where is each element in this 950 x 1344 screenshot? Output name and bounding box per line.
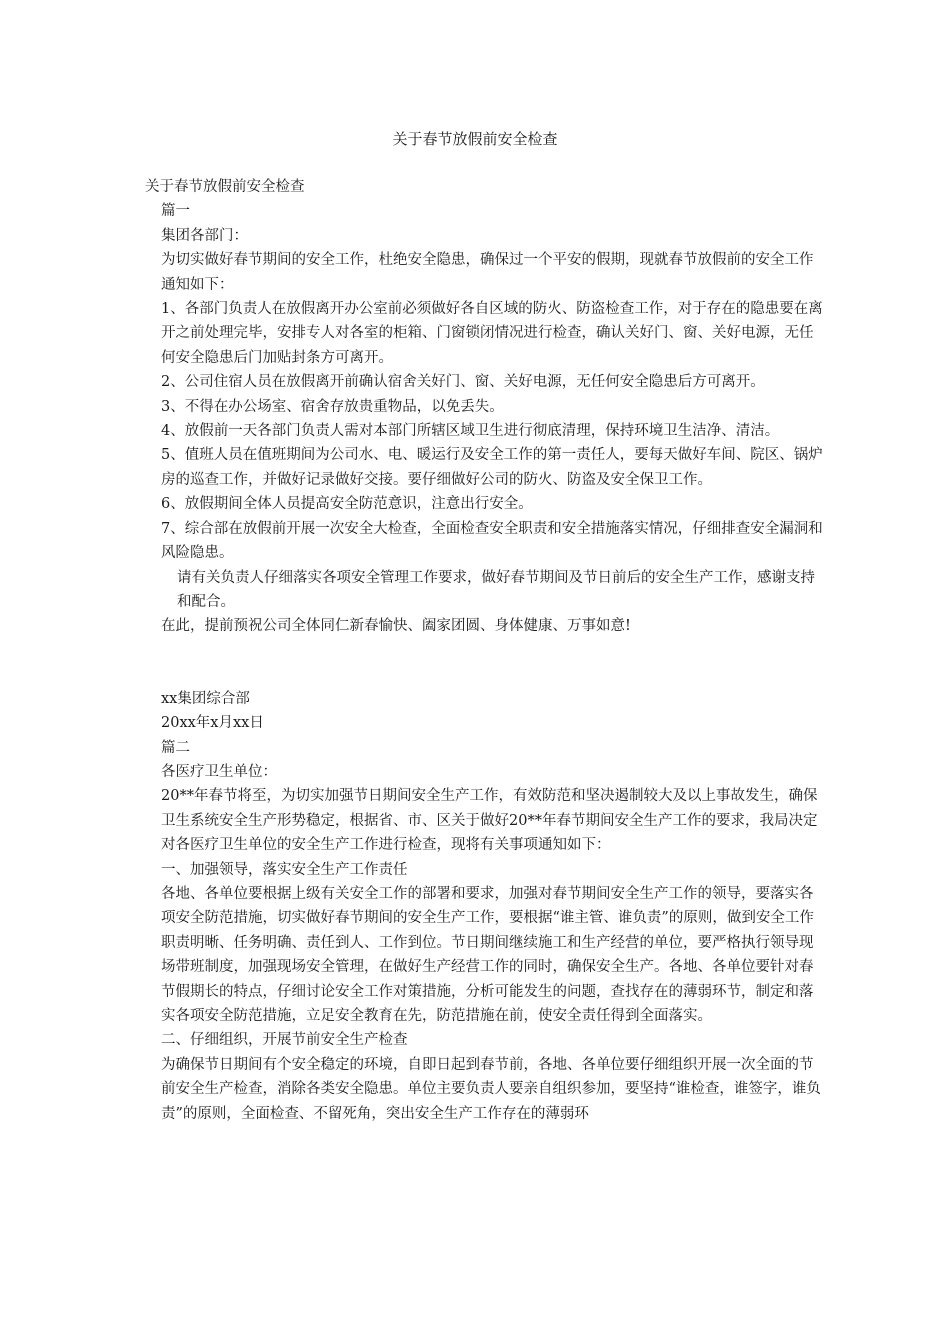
subheading: 一、加强领导，落实安全生产工作责任 xyxy=(161,861,408,878)
salutation: 集团各部门： xyxy=(161,227,248,244)
paragraph: 为切实做好春节期间的安全工作，杜绝安全隐患，确保过一个平安的假期，现就春节放假前的安全工作通知如下： xyxy=(161,252,814,293)
signature-org: xx集团综合部 xyxy=(161,690,250,707)
subheading: 二、仔细组织，开展节前安全生产检查 xyxy=(161,1032,408,1049)
paragraph: 为确保节日期间有个安全稳定的环境，自即日起到春节前，各地、各单位要仔细组织开展一次全面的节前安全生产检查，消除各类安全隐患。单位主要负责人要亲自组织参加，要坚持“谁检查，谁签字，谁负责”的原则，全面检查、不留死角，突出安全生产工作存在的薄弱环 xyxy=(161,1056,821,1122)
list-item: 4、放假前一天各部门负责人需对本部门所辖区域卫生进行彻底清理，保持环境卫生洁净、清洁。 xyxy=(161,423,780,440)
list-item: 5、值班人员在值班期间为公司水、电、暖运行及安全工作的第一责任人，要每天做好车间、院区、锅炉房的巡查工作，并做好记录做好交接。要仔细做好公司的防火、防盗及安全保卫工作。 xyxy=(161,447,823,488)
paragraph: 请有关负责人仔细落实各项安全管理工作要求，做好春节期间及节日前后的安全生产工作，感谢支持和配合。 xyxy=(177,569,815,610)
list-item: 6、放假期间全体人员提高安全防范意识，注意出行安全。 xyxy=(161,496,533,513)
spacer xyxy=(145,639,825,687)
list-item: 7、综合部在放假前开展一次安全大检查，全面检查安全职责和安全措施落实情况，仔细排查安全漏洞和风险隐患。 xyxy=(161,520,823,562)
closing-wishes: 在此，提前预祝公司全体同仁新春愉快、阖家团圆、身体健康、万事如意! xyxy=(161,618,631,635)
list-item: 2、公司住宿人员在放假离开前确认宿舍关好门、窗、关好电源，无任何安全隐患后方可离开。 xyxy=(161,374,765,391)
document-title: 关于春节放假前安全检查 xyxy=(392,130,558,148)
list-item: 1、各部门负责人在放假离开办公室前必须做好各自区域的防火、防盗检查工作，对于存在的隐患要在离开之前处理完毕，安排专人对各室的柜箱、门窗锁闭情况进行检查，确认关好门、窗、关好电源，无任何安全隐患后门加贴封条方可离开。 xyxy=(161,301,823,366)
part-label: 篇二 xyxy=(161,739,190,756)
paragraph: 各地、各单位要根据上级有关安全工作的部署和要求，加强对春节期间安全生产工作的领导，要落实各项安全防范措施，切实做好春节期间的安全生产工作，要根据“谁主管、谁负责”的原则，做到安全工作职责明晰、任务明确、责任到人、工作到位。节日期间继续施工和生产经营的单位，要严格执行领导现场带班制度，加强现场安全管理，在做好生产经营工作的同时，确保安全生产。各地、各单位要针对春节假期长的特点，仔细讨论安全工作对策措施，分析可能发生的问题，查找存在的薄弱环节，制定和落实各项安全防范措施，立足安全教育在先，防范措施在前，使安全责任得到全面落实。 xyxy=(161,885,814,1024)
signature-date: 20xx年x月xx日 xyxy=(161,715,264,732)
part-label: 篇一 xyxy=(161,203,190,220)
salutation: 各医疗卫生单位： xyxy=(161,763,277,780)
document-body xyxy=(145,175,825,1126)
paragraph: 20**年春节将至，为切实加强节日期间安全生产工作，有效防范和坚决遏制较大及以上事故发生，确保卫生系统安全生产形势稳定，根据省、市、区关于做好20**年春节期间安全生产工作的要求，我局决定对各医疗卫生单位的安全生产工作进行检查，现将有关事项通知如下： xyxy=(161,788,818,854)
list-item: 3、不得在办公场室、宿舍存放贵重物品，以免丢失。 xyxy=(161,398,504,415)
section-heading: 关于春节放假前安全检查 xyxy=(145,179,305,195)
